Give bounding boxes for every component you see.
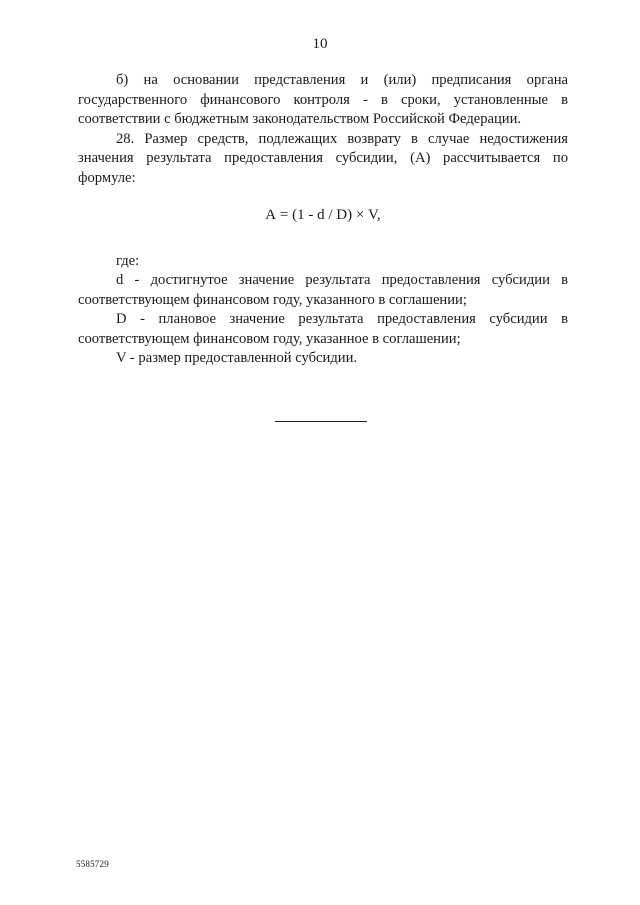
paragraph-28: 28. Размер средств, подлежащих возврату в случае недостижения значения результата предоставления субсидии, (А) рассчитывается по формуле:: [78, 130, 568, 186]
where-label: где:: [116, 252, 140, 269]
definition-d-upper: D - плановое значение результата предоставления субсидии в соответствующем финансовом году, указанное в соглашении;: [78, 311, 568, 347]
paragraph-b: б) на основании представления и (или) предписания органа государственного финансового контроля - в сроки, установленные в соответствии с бюджетным законодательством Российской Федерации.: [78, 72, 568, 127]
page-number: 10: [312, 36, 328, 52]
end-divider-line: [275, 421, 367, 422]
definition-v: V - размер предоставленной субсидии.: [116, 350, 358, 366]
formula: А = (1 - d / D) × V,: [265, 207, 381, 223]
document-body: [78, 71, 568, 369]
definition-d-lower: d - достигнутое значение результата предоставления субсидии в соответствующем финансовом году, указанного в соглашении;: [78, 272, 568, 308]
document-id: 5585729: [76, 859, 109, 869]
